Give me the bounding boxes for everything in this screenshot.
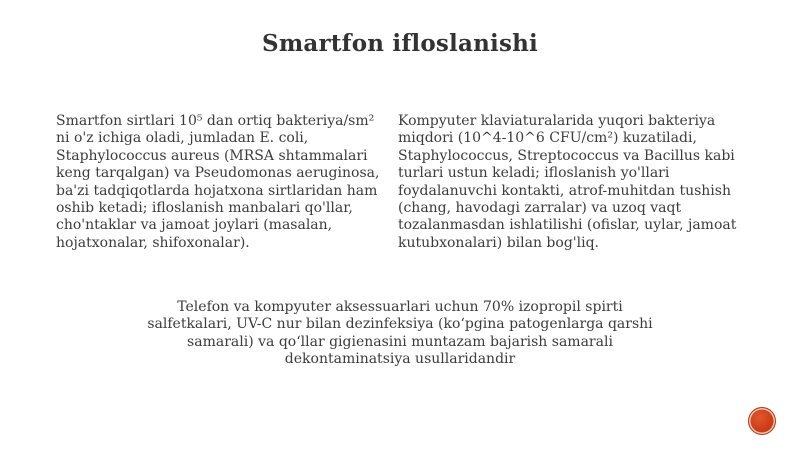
right-column-text: Kompyuter klaviaturalarida yuqori bakteriya miqdori (10^4-10^6 CFU/cm²) kuzatiladi, Staphylococcus, Streptococcus va Bacillus kabi turlari ustun keladi; ifloslanish yo'llari foydalanuvchi kontakti, atrof-muhitdan tushish (chang, havodagi zarralar) va uzoq vaqt tozalanmasdan ishlatilishi (ofislar, uylar, jamoat kutubxonalari) bilan bog'liq. <box>398 113 737 251</box>
bottom-summary-text: Telefon va kompyuter aksessuarlari uchun 70% izopropil spirti salfetkalari, UV-C nur bilan dezinfeksiya (ko‘pgina patogenlarga qarshi samarali) va qo‘llar gigienasini muntazam bajarish samarali dekontaminatsiya usullaridandir <box>147 299 653 368</box>
left-column-text: Smartfon sirtlari 10⁵ dan ortiq bakteriya/sm² ni o'z ichiga oladi, jumladan E. coli, Staphylococcus aureus (MRSA shtammalari keng tarqalgan) va Pseudomonas aeruginosa, ba'zi tadqiqotlarda hojatxona sirtlaridan ham oshib ketadi; ifloslanish manbalari qo'llar, cho'ntaklar va jamoat joylari (masalan, hojatxonalar, shifoxonalar). <box>56 113 380 251</box>
circle-badge-icon <box>748 407 776 435</box>
slide-title: Smartfon ifloslanishi <box>262 30 538 57</box>
